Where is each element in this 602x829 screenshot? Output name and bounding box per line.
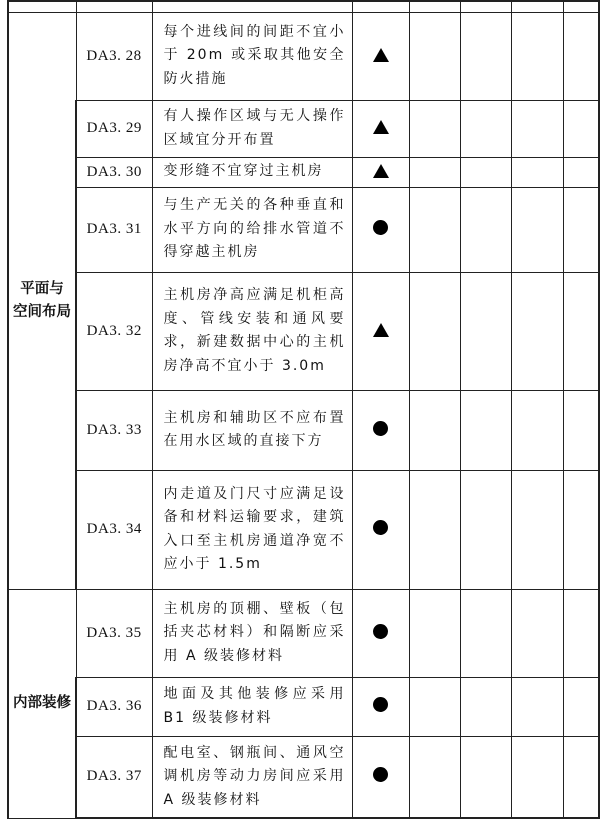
blank-cell xyxy=(460,736,511,818)
blank-cell xyxy=(409,187,460,272)
table-row xyxy=(8,677,599,736)
blank-cell xyxy=(511,12,563,100)
blank-cell xyxy=(511,187,563,272)
blank-cell xyxy=(352,1,409,12)
table-row xyxy=(8,736,599,818)
item-code: DA3. 35 xyxy=(76,589,152,677)
blank-cell xyxy=(511,736,563,818)
blank-cell xyxy=(409,736,460,818)
blank-cell xyxy=(460,589,511,677)
filled-circle-icon xyxy=(373,520,388,535)
table-row xyxy=(8,470,599,589)
blank-cell xyxy=(511,470,563,589)
mark-cell xyxy=(352,272,409,390)
blank-cell xyxy=(409,589,460,677)
blank-cell xyxy=(409,470,460,589)
blank-cell xyxy=(563,589,599,677)
table-row xyxy=(8,272,599,390)
blank-cell xyxy=(511,157,563,187)
blank-cell xyxy=(8,1,76,12)
mark-cell xyxy=(352,390,409,470)
item-requirement: 配电室、钢瓶间、通风空调机房等动力房间应采用 A 级装修材料 xyxy=(152,736,352,818)
blank-cell xyxy=(563,1,599,12)
blank-cell xyxy=(409,12,460,100)
requirements-table xyxy=(7,0,600,819)
table-row xyxy=(8,12,599,100)
blank-cell xyxy=(511,100,563,157)
triangle-icon xyxy=(373,323,389,337)
blank-cell xyxy=(409,100,460,157)
item-requirement: 地面及其他装修应采用 B1 级装修材料 xyxy=(152,677,352,736)
blank-cell xyxy=(460,187,511,272)
item-code: DA3. 30 xyxy=(76,157,152,187)
item-requirement: 主机房净高应满足机柜高度、管线安装和通风要求，新建数据中心的主机房净高不宜小于 3.0m xyxy=(152,272,352,390)
blank-cell xyxy=(563,736,599,818)
blank-cell xyxy=(409,390,460,470)
filled-circle-icon xyxy=(373,220,388,235)
blank-cell xyxy=(511,677,563,736)
item-code: DA3. 34 xyxy=(76,470,152,589)
blank-cell xyxy=(409,272,460,390)
blank-cell xyxy=(563,677,599,736)
blank-cell xyxy=(511,589,563,677)
triangle-icon xyxy=(373,48,389,62)
item-requirement: 变形缝不宜穿过主机房 xyxy=(152,157,352,187)
item-requirement: 内走道及门尺寸应满足设备和材料运输要求，建筑入口至主机房通道净宽不应小于 1.5m xyxy=(152,470,352,589)
category-label-line: 平面与 xyxy=(20,280,64,297)
item-requirement: 主机房的顶棚、壁板（包括夹芯材料）和隔断应采用 A 级装修材料 xyxy=(152,589,352,677)
blank-cell xyxy=(460,12,511,100)
blank-cell xyxy=(563,100,599,157)
blank-cell xyxy=(563,157,599,187)
item-code: DA3. 36 xyxy=(76,677,152,736)
item-requirement: 主机房和辅助区不应布置在用水区域的直接下方 xyxy=(152,390,352,470)
mark-cell xyxy=(352,589,409,677)
blank-cell xyxy=(152,1,352,12)
category-cell-decoration xyxy=(8,589,76,818)
blank-cell xyxy=(511,272,563,390)
blank-cell xyxy=(511,1,563,12)
filled-circle-icon xyxy=(373,697,388,712)
mark-cell xyxy=(352,12,409,100)
mark-cell xyxy=(352,100,409,157)
mark-cell xyxy=(352,470,409,589)
item-requirement: 有人操作区域与无人操作区域宜分开布置 xyxy=(152,100,352,157)
blank-cell xyxy=(563,470,599,589)
blank-cell xyxy=(563,12,599,100)
blank-cell xyxy=(563,187,599,272)
blank-cell xyxy=(409,677,460,736)
item-code: DA3. 37 xyxy=(76,736,152,818)
mark-cell xyxy=(352,677,409,736)
blank-cell xyxy=(460,1,511,12)
category-cell-layout xyxy=(8,12,76,589)
blank-cell xyxy=(409,1,460,12)
item-requirement: 每个进线间的间距不宜小于 20m 或采取其他安全防火措施 xyxy=(152,12,352,100)
category-label-line: 空间布局 xyxy=(13,303,71,320)
blank-cell xyxy=(460,677,511,736)
table-row xyxy=(8,589,599,677)
item-requirement: 与生产无关的各种垂直和水平方向的给排水管道不得穿越主机房 xyxy=(152,187,352,272)
item-code: DA3. 31 xyxy=(76,187,152,272)
triangle-icon xyxy=(373,164,389,178)
filled-circle-icon xyxy=(373,421,388,436)
mark-cell xyxy=(352,736,409,818)
triangle-icon xyxy=(373,120,389,134)
category-label: 内部装修 xyxy=(13,695,71,711)
table-row-continued xyxy=(8,1,599,12)
blank-cell xyxy=(460,157,511,187)
blank-cell xyxy=(409,157,460,187)
item-code: DA3. 32 xyxy=(76,272,152,390)
blank-cell xyxy=(563,272,599,390)
table-row xyxy=(8,157,599,187)
item-code: DA3. 33 xyxy=(76,390,152,470)
blank-cell xyxy=(511,390,563,470)
blank-cell xyxy=(76,1,152,12)
mark-cell xyxy=(352,187,409,272)
blank-cell xyxy=(563,390,599,470)
blank-cell xyxy=(460,100,511,157)
blank-cell xyxy=(460,470,511,589)
table-row xyxy=(8,100,599,157)
filled-circle-icon xyxy=(373,767,388,782)
table-row xyxy=(8,390,599,470)
mark-cell xyxy=(352,157,409,187)
filled-circle-icon xyxy=(373,624,388,639)
table-row xyxy=(8,187,599,272)
item-code: DA3. 28 xyxy=(76,12,152,100)
item-code: DA3. 29 xyxy=(76,100,152,157)
blank-cell xyxy=(460,272,511,390)
blank-cell xyxy=(460,390,511,470)
